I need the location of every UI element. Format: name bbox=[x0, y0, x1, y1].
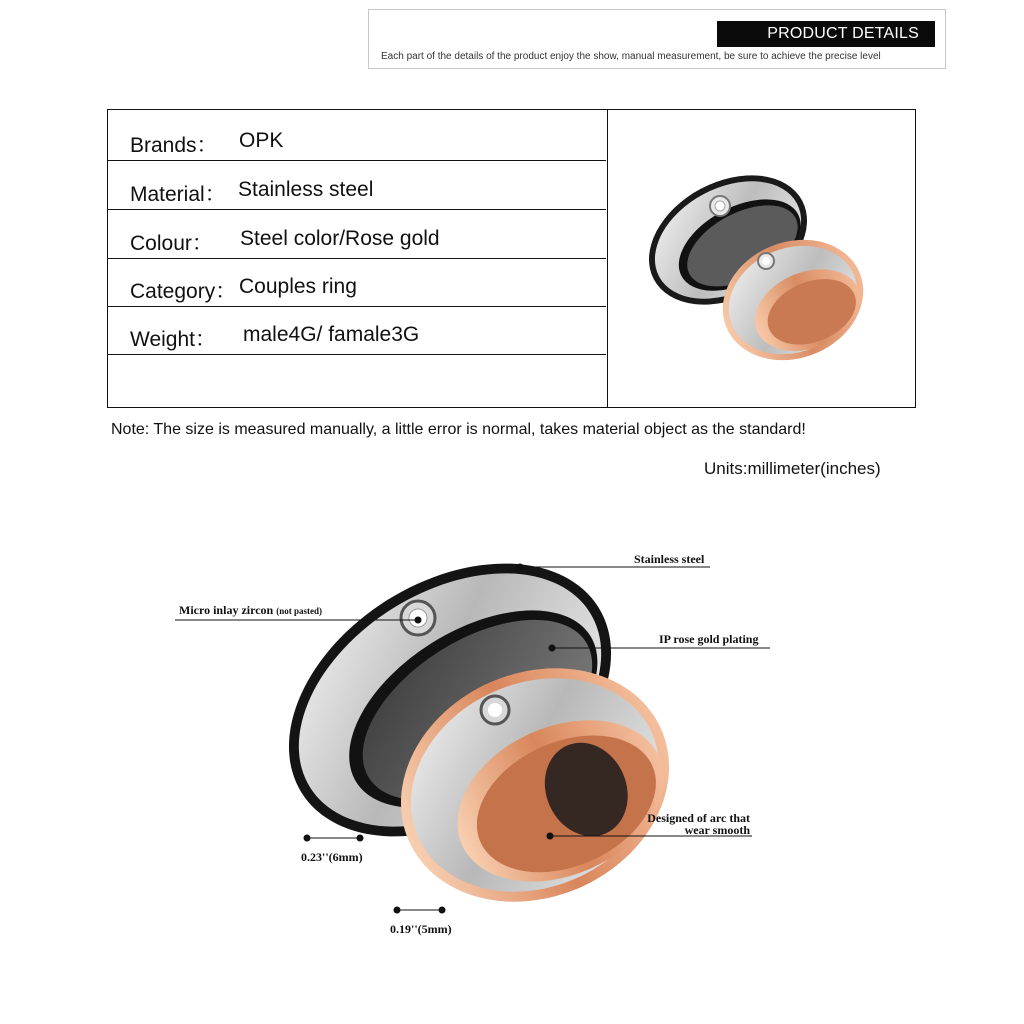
callout-rose-gold: IP rose gold plating bbox=[659, 632, 759, 646]
spec-label: Weight： bbox=[130, 328, 216, 351]
spec-label: Category： bbox=[130, 280, 237, 303]
callout-stainless-steel: Stainless steel bbox=[634, 552, 705, 566]
measurement-note: Note: The size is measured manually, a little error is normal, takes material object as the standard! bbox=[111, 421, 806, 438]
callout-arc-line1: Designed of arc that bbox=[647, 811, 750, 825]
spec-row-material bbox=[108, 162, 606, 210]
callout-zircon-label: Micro inlay zircon bbox=[179, 603, 274, 617]
ring-diagram-illustration bbox=[160, 510, 800, 950]
banner-subtitle: Each part of the details of the product enjoy the show, manual measurement, be sure to achieve the precise level bbox=[381, 51, 881, 62]
spec-row-weight bbox=[108, 307, 606, 355]
spec-label: Brands： bbox=[130, 134, 218, 157]
banner-title: PRODUCT DETAILS bbox=[717, 21, 935, 47]
product-photo-thumbnail bbox=[608, 110, 915, 407]
spec-row-colour bbox=[108, 211, 606, 259]
spec-list bbox=[108, 110, 607, 407]
spec-label: Material： bbox=[130, 183, 226, 206]
spec-row-category bbox=[108, 259, 606, 307]
spec-row-brand bbox=[108, 113, 606, 161]
callout-zircon-note: (not pasted) bbox=[276, 606, 322, 616]
callout-arc-design bbox=[638, 812, 750, 836]
callout-arc-line2: wear smooth bbox=[684, 823, 750, 837]
callout-zircon bbox=[179, 604, 322, 617]
spec-value: Steel color/Rose gold bbox=[240, 227, 440, 250]
spec-label: Colour： bbox=[130, 232, 213, 255]
spec-value: Stainless steel bbox=[238, 178, 374, 201]
female-width-measure: 0.19''(5mm) bbox=[390, 922, 452, 936]
spec-value: OPK bbox=[239, 129, 284, 152]
ring-detail-diagram bbox=[160, 510, 800, 950]
spec-value: male4G/ famale3G bbox=[243, 323, 420, 346]
product-details-banner bbox=[368, 9, 946, 69]
units-label: Units:millimeter(inches) bbox=[704, 459, 881, 478]
spec-value: Couples ring bbox=[239, 275, 357, 298]
male-width-measure: 0.23''(6mm) bbox=[301, 850, 363, 864]
couple-rings-icon bbox=[608, 110, 915, 407]
spec-table bbox=[107, 109, 916, 408]
